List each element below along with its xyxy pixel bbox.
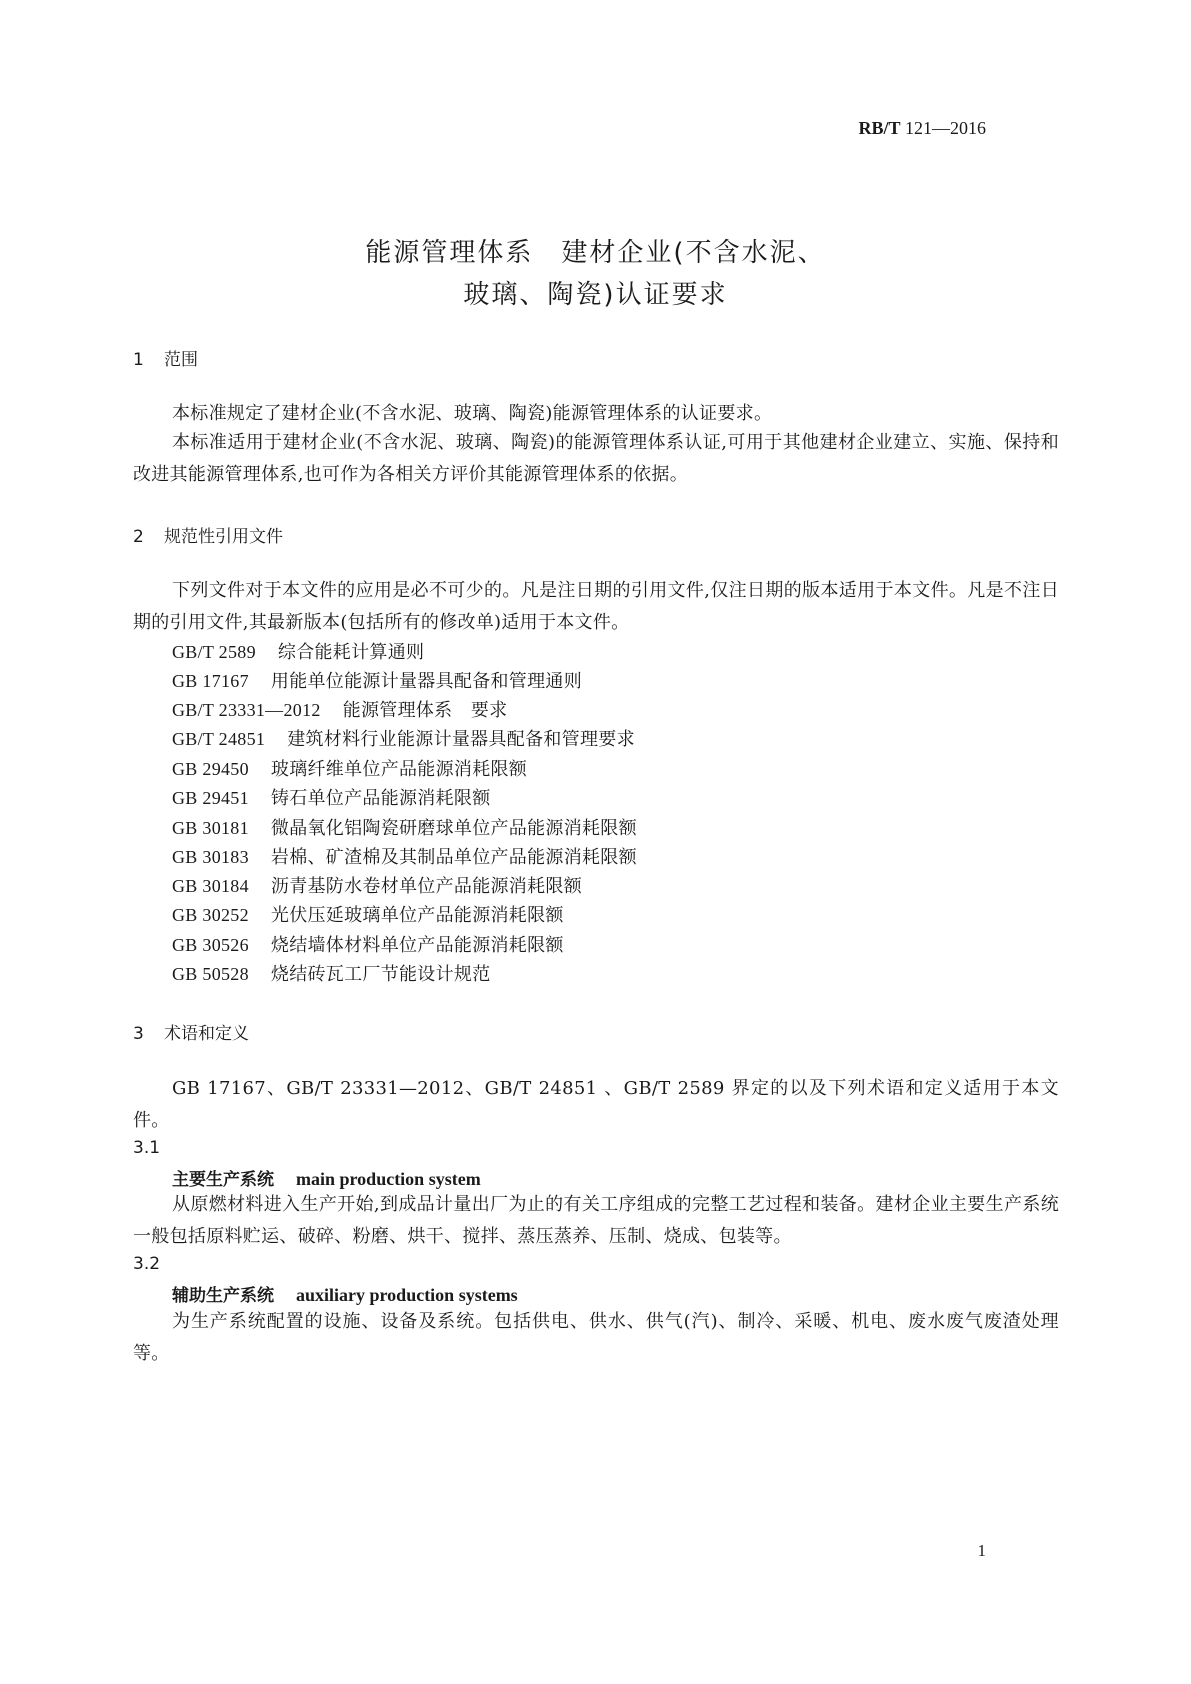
page-number: 1 <box>977 1541 986 1560</box>
section-2-heading <box>133 522 283 547</box>
term-definition: 为生产系统配置的设施、设备及系统。包括供电、供水、供气(汽)、制冷、采暖、机电、废水废气废渣处理等。 <box>133 1311 1059 1364</box>
reference-item <box>172 667 582 693</box>
reference-name: 沥青基防水卷材单位产品能源消耗限额 <box>270 876 583 897</box>
reference-name: 建筑材料行业能源计量器具配备和管理要求 <box>287 729 635 750</box>
term-english: auxiliary production systems <box>296 1285 518 1305</box>
term-chinese: 辅助生产系统 <box>172 1286 274 1306</box>
reference-name: 用能单位能源计量器具配备和管理通则 <box>270 671 583 692</box>
reference-name: 综合能耗计算通则 <box>277 642 425 663</box>
reference-code: GB 30252 <box>172 905 249 925</box>
clause-number: 3.2 <box>133 1254 161 1274</box>
document-code-prefix: RB/T <box>858 118 901 138</box>
reference-item <box>172 725 635 751</box>
reference-name: 能源管理体系 要求 <box>342 700 508 721</box>
reference-name: 光伏压延玻璃单位产品能源消耗限额 <box>270 905 564 926</box>
section-title: 范围 <box>164 350 198 370</box>
reference-name: 烧结墙体材料单位产品能源消耗限额 <box>270 935 564 956</box>
section-number: 1 <box>133 350 144 370</box>
section-3-paragraph: GB 17167、GB/T 23331—2012、GB/T 24851 、GB/T 2589 界定的以及下列术语和定义适用于本文件。 <box>133 1078 1059 1131</box>
section-1-paragraph-1: 本标准规定了建材企业(不含水泥、玻璃、陶瓷)能源管理体系的认证要求。 <box>172 403 773 424</box>
reference-code: GB 30181 <box>172 818 249 838</box>
section-1-heading <box>133 345 198 370</box>
reference-code: GB/T 2589 <box>172 642 256 662</box>
reference-item <box>172 960 491 986</box>
document-code <box>858 118 986 139</box>
reference-name: 玻璃纤维单位产品能源消耗限额 <box>270 759 528 780</box>
reference-item <box>172 696 507 722</box>
reference-code: GB 17167 <box>172 671 249 691</box>
section-title: 术语和定义 <box>164 1024 249 1044</box>
document-title-line-2: 玻璃、陶瓷)认证要求 <box>463 280 728 310</box>
section-3-heading <box>133 1019 249 1044</box>
document-title-line-1: 能源管理体系 建材企业(不含水泥、 <box>365 238 826 268</box>
reference-item <box>172 872 582 898</box>
section-number: 2 <box>133 527 144 547</box>
reference-item <box>172 843 637 869</box>
reference-code: GB/T 24851 <box>172 729 266 749</box>
document-code-number: 121—2016 <box>905 118 986 138</box>
term-english: main production system <box>296 1169 481 1189</box>
reference-item <box>172 755 527 781</box>
reference-code: GB 29451 <box>172 788 249 808</box>
term-heading <box>172 1281 518 1306</box>
reference-code: GB 29450 <box>172 759 249 779</box>
reference-item <box>172 931 564 957</box>
reference-code: GB 50528 <box>172 964 249 984</box>
reference-name: 岩棉、矿渣棉及其制品单位产品能源消耗限额 <box>270 847 637 868</box>
reference-code: GB 30526 <box>172 935 249 955</box>
reference-code: GB 30183 <box>172 847 249 867</box>
section-title: 规范性引用文件 <box>164 527 283 547</box>
section-1-paragraph-2: 本标准适用于建材企业(不含水泥、玻璃、陶瓷)的能源管理体系认证,可用于其他建材企业建立、实施、保持和改进其能源管理体系,也可作为各相关方评价其能源管理体系的依据。 <box>133 432 1059 485</box>
term-chinese: 主要生产系统 <box>172 1170 274 1190</box>
reference-item <box>172 638 424 664</box>
section-2-paragraph: 下列文件对于本文件的应用是必不可少的。凡是注日期的引用文件,仅注日期的版本适用于本文件。凡是不注日期的引用文件,其最新版本(包括所有的修改单)适用于本文件。 <box>133 580 1059 633</box>
reference-item <box>172 814 637 840</box>
term-heading <box>172 1165 481 1190</box>
reference-code: GB/T 23331—2012 <box>172 700 321 720</box>
reference-item <box>172 901 564 927</box>
term-definition: 从原燃材料进入生产开始,到成品计量出厂为止的有关工序组成的完整工艺过程和装备。建材企业主要生产系统一般包括原料贮运、破碎、粉磨、烘干、搅拌、蒸压蒸养、压制、烧成、包装等。 <box>133 1194 1059 1247</box>
reference-name: 铸石单位产品能源消耗限额 <box>270 788 491 809</box>
clause-number: 3.1 <box>133 1138 161 1158</box>
reference-name: 烧结砖瓦工厂节能设计规范 <box>270 964 491 985</box>
reference-item <box>172 784 491 810</box>
reference-name: 微晶氧化铝陶瓷研磨球单位产品能源消耗限额 <box>270 818 637 839</box>
reference-code: GB 30184 <box>172 876 249 896</box>
section-number: 3 <box>133 1024 144 1044</box>
